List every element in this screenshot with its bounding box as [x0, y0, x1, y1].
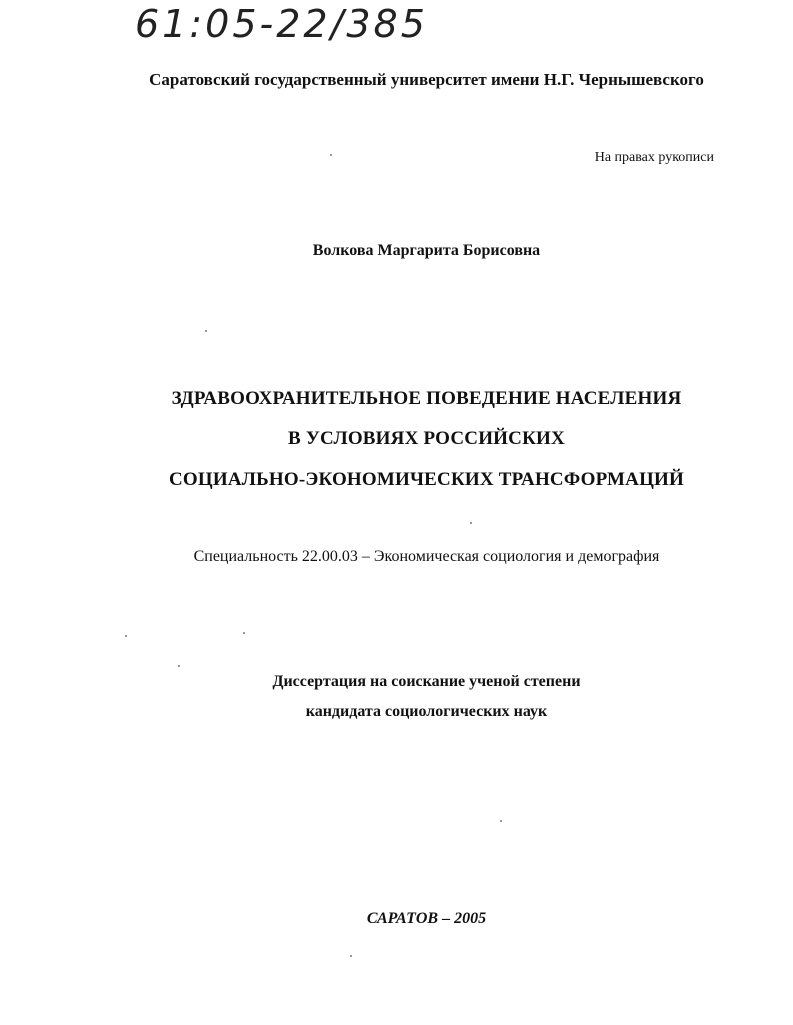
degree-line-1: Диссертация на соискание ученой степени: [272, 673, 581, 690]
dissertation-title-line-3: СОЦИАЛЬНО-ЭКОНОМИЧЕСКИХ ТРАНСФОРМАЦИЙ: [168, 469, 685, 490]
scan-speck: [500, 820, 502, 822]
scan-speck: [205, 330, 207, 332]
handwritten-catalog-code: 61:05-22/385: [135, 2, 428, 46]
scan-speck: [470, 522, 472, 524]
scan-speck: [243, 632, 245, 634]
dissertation-title-line-1: ЗДРАВООХРАНИТЕЛЬНОЕ ПОВЕДЕНИЕ НАСЕЛЕНИЯ: [171, 388, 682, 409]
scan-speck: [350, 955, 352, 957]
scan-speck: [125, 635, 127, 637]
scan-speck: [330, 154, 332, 156]
specialty-line: Специальность 22.00.03 – Экономическая социология и демография: [193, 548, 660, 565]
university-name: Саратовский государственный университет имени Н.Г. Чернышевского: [149, 70, 704, 89]
scan-speck: [178, 665, 180, 667]
author-name: Волкова Маргарита Борисовна: [312, 242, 541, 259]
city-year: САРАТОВ – 2005: [366, 910, 487, 927]
manuscript-rights-note: На правах рукописи: [594, 150, 714, 165]
dissertation-title-line-2: В УСЛОВИЯХ РОССИЙСКИХ: [288, 428, 565, 449]
degree-line-2: кандидата социологических наук: [305, 703, 548, 720]
